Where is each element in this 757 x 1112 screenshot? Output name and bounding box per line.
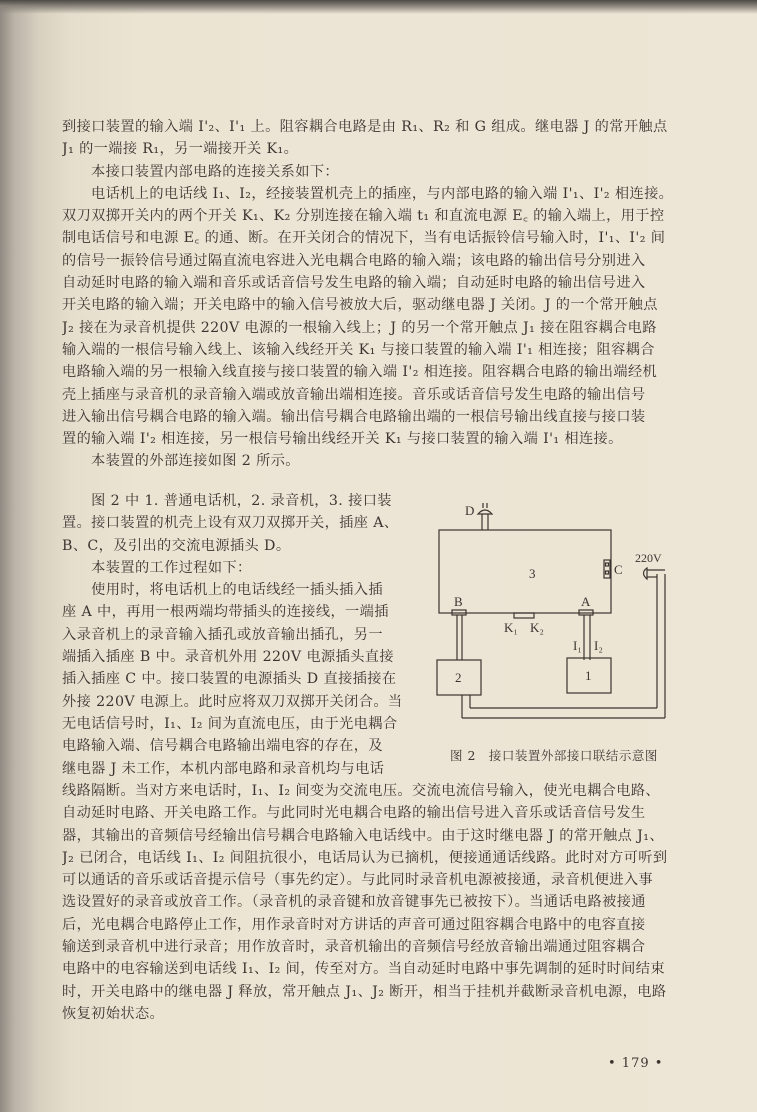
- text-bottom: [62, 780, 722, 1025]
- text-line: 器，其输出的音频信号经输出信号耦合电路输入电话线中。由于这时继电器 J 的常开触点 J₁、: [62, 827, 664, 844]
- label-d: D: [465, 503, 475, 518]
- text-line: 壳上插座与录音机的录音输入端或放音输出端相连接。音乐或话音信号发生电路的输出信号: [62, 386, 646, 403]
- text-line: 继电器 J 未工作，本机内部电路和录音机均与电话: [62, 760, 385, 777]
- text-line: B、C，及引出的交流电源插头 D。: [62, 537, 291, 554]
- text-line: 时，开关电路中的继电器 J 释放，常开触点 J₁、J₂ 断开，相当于挂机并截断录音机电源，电路: [62, 983, 667, 1000]
- text-line: 端插入插座 B 中。录音机外用 220V 电源插头直接: [62, 649, 394, 666]
- text-line: 座 A 中，再用一根两端均带插头的连接线，一端插: [62, 604, 389, 621]
- text-line: 输送到录音机中进行录音；用作放音时，录音机输出的音频信号经放音输出端通过阻容耦合: [62, 939, 646, 956]
- label-k2: K₂: [530, 620, 544, 635]
- text-line: 自动延时电路、开关电路工作。与此同时光电耦合电路的输出信号进入音乐或话音信号发生: [62, 805, 646, 822]
- text-line: 无电话信号时，I₁、I₂ 间为直流电压，由于光电耦合: [62, 715, 398, 732]
- text-line: 输入端的一根信号输入线上、该输入线经开关 K₁ 与接口装置的输入端 I'₁ 相连接；阻容耦合: [62, 341, 655, 358]
- text-line: 置。接口装置的机壳上设有双刀双掷开关，插座 A、: [62, 515, 399, 532]
- text-line: 入录音机上的录音输入插孔或放音输出插孔，另一: [62, 626, 383, 643]
- connection-diagram: [432, 500, 682, 750]
- text-line: 到接口装置的输入端 I'₂、I'₁ 上。阻容耦合电路是由 R₁、R₂ 和 G 组成。继电器 J 的常开触点: [62, 119, 668, 135]
- label-k1: K₁: [504, 620, 518, 635]
- label-220v: 220V: [635, 551, 662, 565]
- text-line: 后，光电耦合电路停止工作，用作录音时对方讲话的声音可通过阻容耦合电路中的电容直接: [62, 916, 646, 933]
- text-line: J₂ 接在为录音机提供 220V 电源的一根输入线上；J 的另一个常开触点 J₁ 接在阻容耦合电路: [62, 319, 657, 336]
- label-i2: I₂: [594, 638, 603, 653]
- text-line: 恢复初始状态。: [62, 1005, 165, 1022]
- text-line: 开关电路的输入端；开关电路中的输入信号被放大后，驱动继电器 J 关闭。J 的一个常开触点: [62, 297, 658, 314]
- text-line: J₂ 已闭合，电话线 I₁、I₂ 间阻抗很小，电话局认为已摘机，便接通通话线路。此时对方可听到: [62, 849, 668, 866]
- label-i1: I₁: [573, 638, 582, 653]
- label-c: C: [614, 562, 623, 577]
- label-b: B: [454, 594, 463, 609]
- label-box-3: 3: [529, 566, 536, 581]
- label-a: A: [581, 594, 591, 609]
- text-line: 使用时，将电话机上的电话线经一插头插入插: [62, 582, 383, 599]
- text-line: 电话机上的电话线 I₁、I₂，经接装置机壳上的插座，与内部电路的输入端 I'₁、I'₂ 相连接。: [91, 185, 674, 202]
- text-line: 本接口装置内部电路的连接关系如下：: [91, 163, 339, 180]
- text-line: 线路隔断。当对方来电话时，I₁、I₂ 间变为交流电压。交流电流信号输入，使光电耦合电路、: [62, 783, 661, 799]
- text-line: 电路中的电容输送到电话线 I₁、I₂ 间，传至对方。当自动延时电路中事先调制的延时时间结束: [62, 961, 665, 978]
- text-line: 制电话信号和电源 E꜀ 的通、断。在开关闭合的情况下，当有电话振铃信号输入时，I'₁、I'₂ 间: [62, 230, 666, 247]
- text-line: 双刀双掷开关内的两个开关 K₁、K₂ 分别连接在输入端 t₁ 和直流电源 E꜀ 的输入端上，用于控: [62, 208, 665, 225]
- text-line: 电路输入端的另一根输入线直接与接口装置的输入端 I'₂ 相连接。阻容耦合电路的输出端经机: [62, 364, 658, 381]
- text-line: 进入输出信号耦合电路的输入端。输出信号耦合电路输出端的一根信号输出线直接与接口装: [62, 408, 646, 425]
- text-line: 的信号一振铃信号通过隔直流电容进入光电耦合电路的输入端；该电路的输出信号分别进入: [62, 252, 646, 269]
- text-line: 置的输入端 I'₂ 相连接，另一根信号输出线经开关 K₁ 与接口装置的输入端 I'₁ 相连接。: [62, 431, 623, 448]
- text-top: [62, 116, 722, 473]
- text-line: 电路输入端、信号耦合电路输出端电容的存在，及: [62, 738, 383, 755]
- scan-top-shadow: [0, 0, 757, 14]
- figure-2-diagram: [432, 500, 682, 770]
- text-line: 本装置的外部连接如图 2 所示。: [91, 453, 300, 470]
- label-box-1: 1: [585, 668, 592, 683]
- text-line: 插入插座 C 中。接口装置的电源插头 D 直接插接在: [62, 671, 397, 688]
- page-number: • 179 •: [608, 1056, 664, 1071]
- text-line: 本装置的工作过程如下：: [62, 559, 252, 576]
- text-line: 选设置好的录音或放音工作。（录音机的录音键和放音键事先已被按下）。当通话电路被接通: [62, 894, 646, 911]
- text-line: 可以通话的音乐或话音提示信号（事先约定）。与此同时录音机电源被接通，录音机便进入事: [62, 872, 653, 889]
- text-line: 图 2 中 1. 普通电话机，2. 录音机，3. 接口装: [62, 493, 392, 509]
- figure-caption: 图 2 接口装置外部接口联结示意图: [450, 748, 658, 763]
- text-line: 自动延时电路的输入端和音乐或话音信号发生电路的输入端；自动延时电路的输出信号进入: [62, 275, 646, 292]
- text-line: J₁ 的一端接 R₁，另一端接开关 K₁。: [62, 141, 299, 158]
- label-box-2: 2: [455, 670, 462, 685]
- text-narrow-column: [62, 490, 422, 780]
- text-line: 外接 220V 电源上。此时应将双刀双掷开关闭合。当: [62, 693, 403, 710]
